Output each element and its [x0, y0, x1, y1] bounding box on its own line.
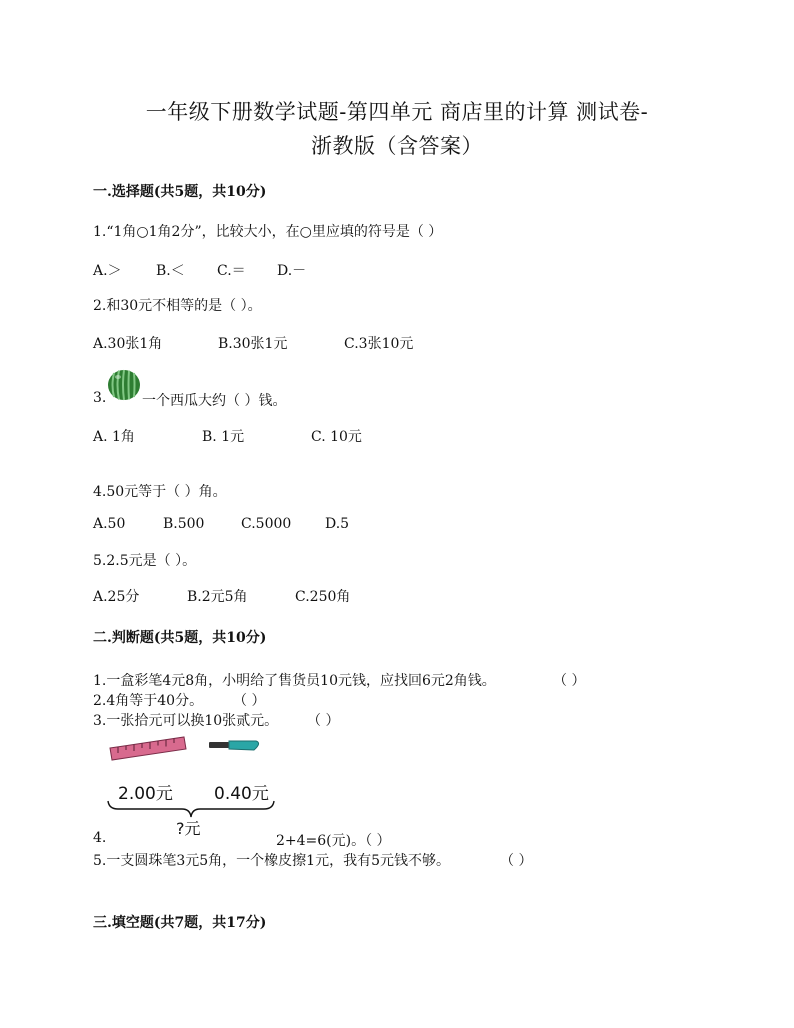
doc-title-line2: 浙教版（含答案） — [311, 134, 483, 158]
s2-q4-text: 2+4=6(元)。（ ） — [276, 833, 391, 849]
s1-q3-option-a: A. 1角 — [93, 429, 135, 445]
total-price: ?元 — [176, 819, 201, 838]
s1-q4-option-a: A.50 — [93, 516, 126, 532]
s1-q1-option-a: A.＞ — [93, 263, 122, 279]
knife-icon — [209, 741, 259, 750]
s1-q2-option-a: A.30张1角 — [93, 336, 163, 352]
s1-q1-option-d: D.－ — [277, 263, 307, 279]
s1-q3-option-b: B. 1元 — [202, 429, 245, 445]
section3-heading: 三.填空题(共7题，共17分) — [93, 915, 267, 931]
s1-q5-text: 5.2.5元是（ ）。 — [93, 553, 197, 569]
knife-price: 0.40元 — [214, 784, 269, 804]
s2-q1-text: 1.一盒彩笔4元8角，小明给了售货员10元钱，应找回6元2角钱。 — [93, 673, 496, 689]
s2-q3-answer-paren: （ ） — [307, 713, 340, 729]
s1-q2-text: 2.和30元不相等的是（ ）。 — [93, 298, 262, 314]
ruler-icon — [110, 737, 186, 760]
watermelon-icon — [106, 368, 142, 402]
s2-q5-text: 5.一支圆珠笔3元5角，一个橡皮擦1元，我有5元钱不够。 — [93, 853, 450, 869]
ruler-price: 2.00元 — [118, 784, 173, 804]
s1-q4-text: 4.50元等于（ ）角。 — [93, 484, 227, 500]
section1-heading: 一.选择题(共5题，共10分) — [93, 184, 267, 200]
price-figure — [106, 733, 276, 843]
s1-q1-option-c: C.＝ — [217, 263, 246, 279]
s1-q4-option-d: D.5 — [325, 516, 350, 532]
s1-q5-option-b: B.2元5角 — [187, 589, 248, 605]
s1-q4-option-b: B.500 — [163, 516, 205, 532]
s1-q2-option-b: B.30张1元 — [218, 336, 288, 352]
s1-q1-text: 1.“1角○1角2分”，比较大小，在○里应填的符号是（ ） — [93, 224, 443, 240]
s2-q1-answer-paren: （ ） — [553, 673, 586, 689]
section2-heading: 二.判断题(共5题，共10分) — [93, 630, 267, 646]
s1-q5-option-c: C.250角 — [295, 589, 351, 605]
s2-q5-answer-paren: （ ） — [500, 853, 533, 869]
s1-q2-option-c: C.3张10元 — [344, 336, 414, 352]
s2-q2-answer-paren: （ ） — [233, 693, 266, 709]
s1-q3-number: 3. — [93, 390, 107, 406]
s1-q1-option-b: B.＜ — [156, 263, 185, 279]
s1-q4-option-c: C.5000 — [241, 516, 292, 532]
s2-q3-text: 3.一张拾元可以换10张贰元。 — [93, 713, 279, 729]
s1-q5-option-a: A.25分 — [93, 589, 140, 605]
doc-title-line1: 一年级下册数学试题-第四单元 商店里的计算 测试卷- — [145, 100, 649, 124]
s2-q2-text: 2.4角等于40分。 — [93, 693, 204, 709]
s1-q3-text: 一个西瓜大约（ ）钱。 — [142, 393, 287, 409]
price-figure-graphic — [106, 733, 276, 843]
s1-q3-option-c: C. 10元 — [311, 429, 362, 445]
s2-q4-number: 4. — [93, 830, 107, 846]
